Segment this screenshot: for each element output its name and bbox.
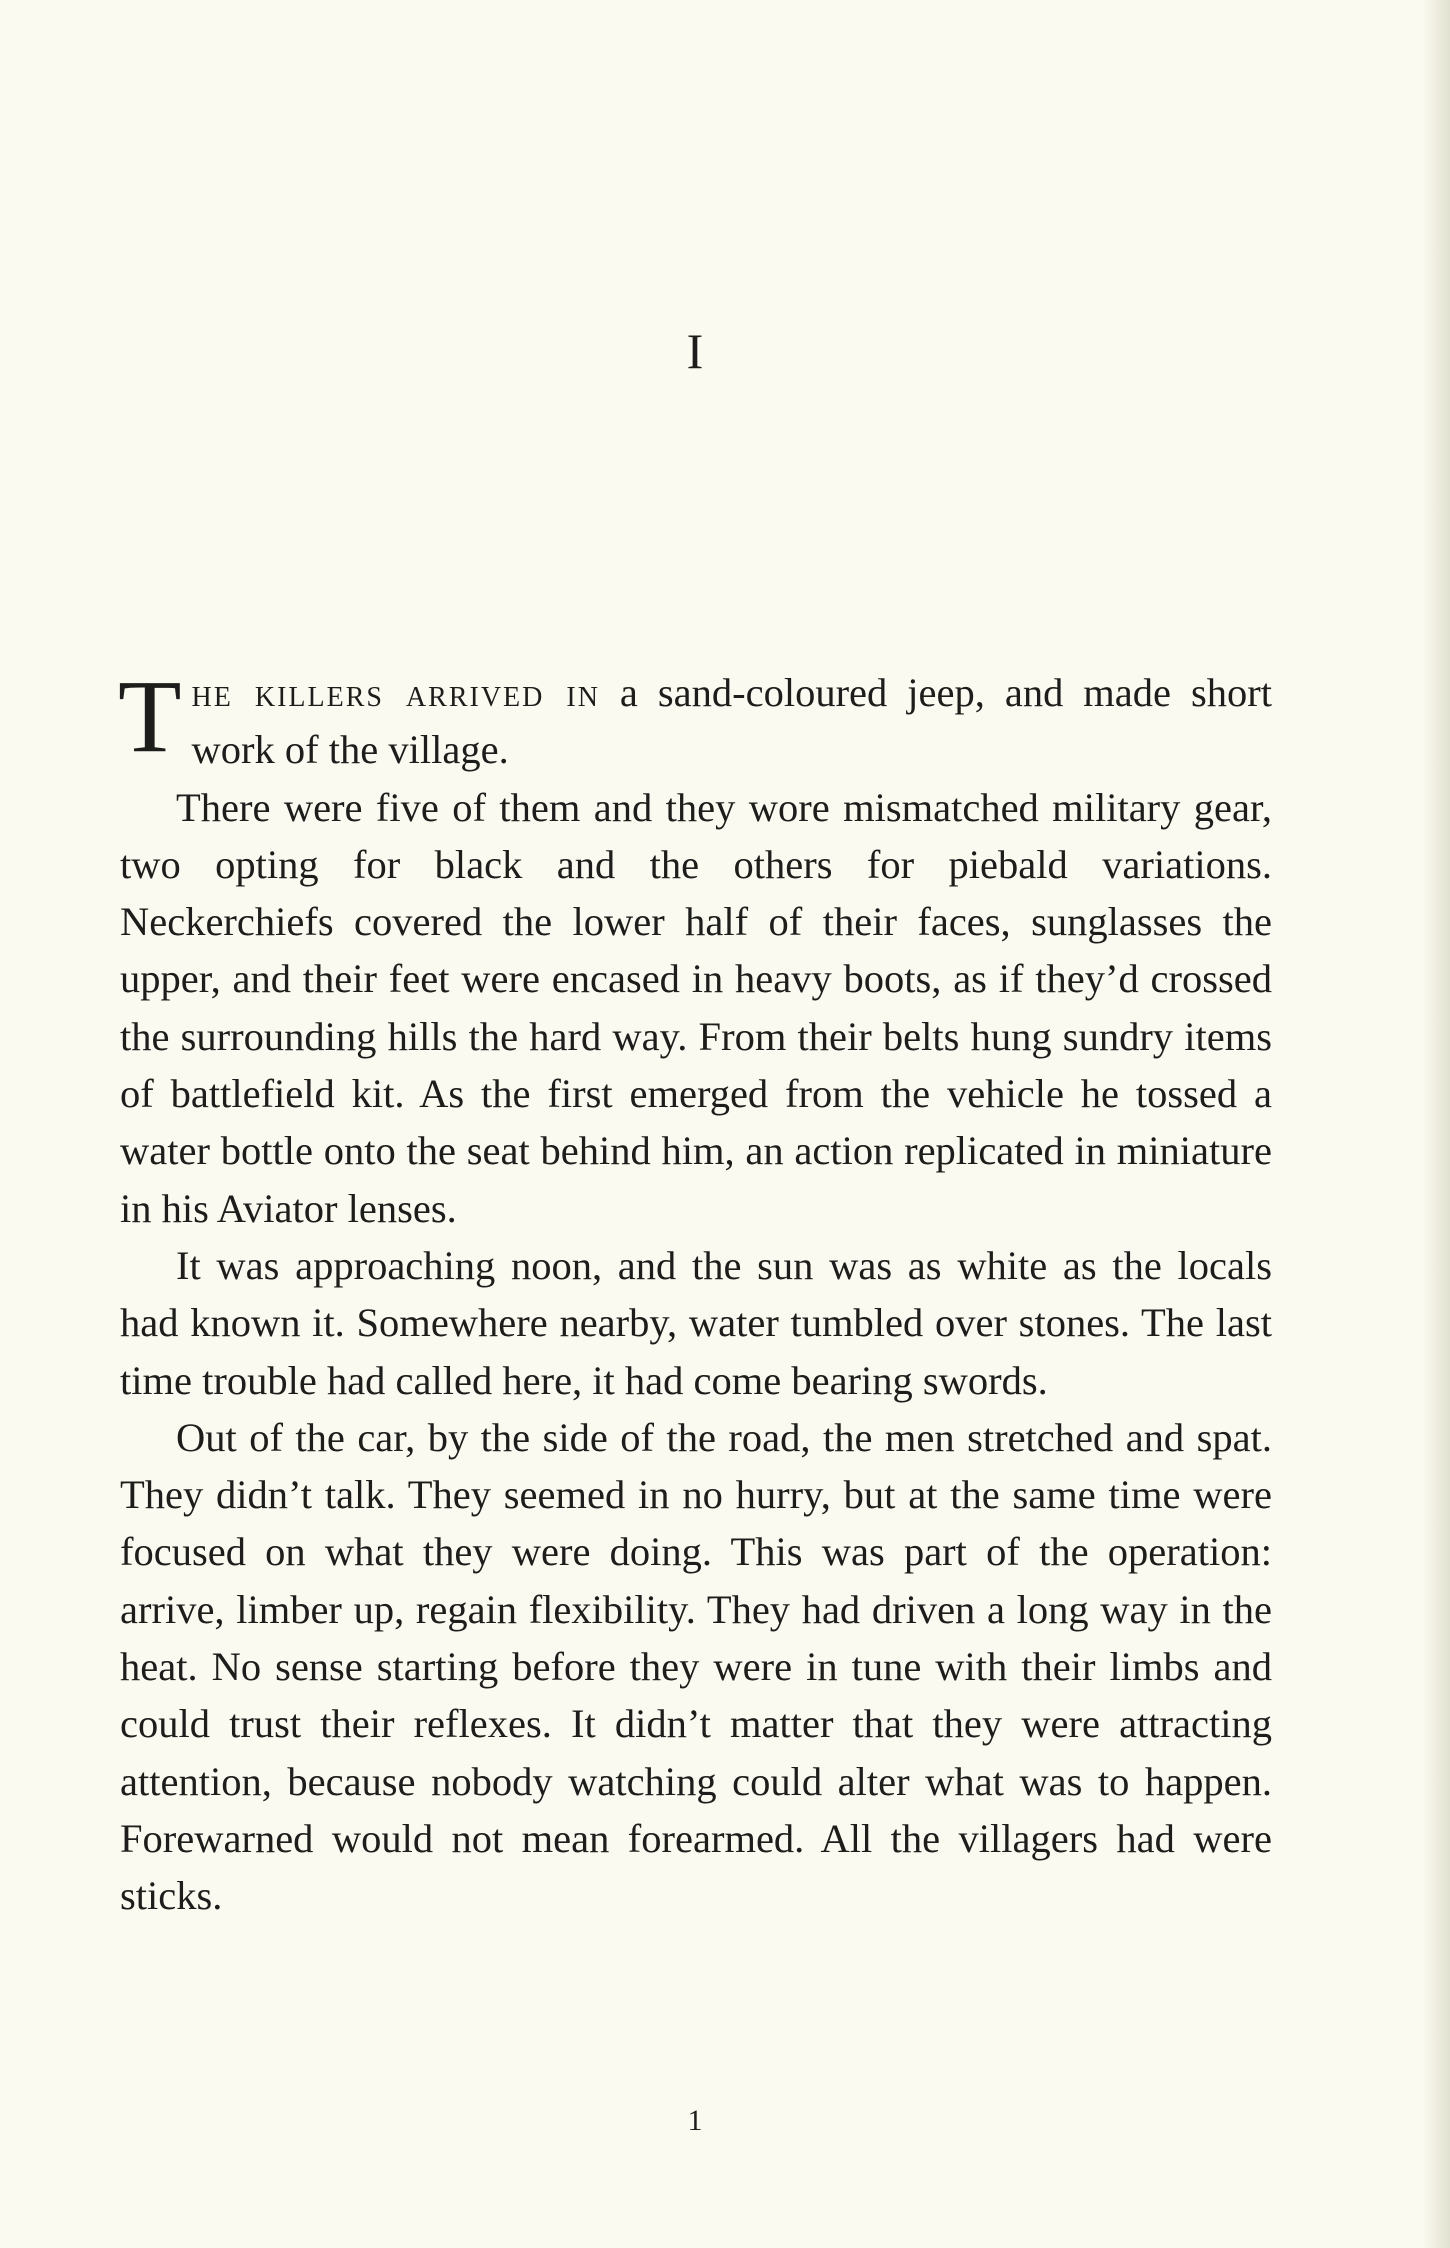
page-edge-shadow xyxy=(1422,0,1450,2248)
page-number: 1 xyxy=(687,2104,703,2137)
drop-cap: T xyxy=(118,659,182,774)
opening-small-caps: he killers arrived in xyxy=(191,670,600,715)
chapter-number: I xyxy=(686,323,704,379)
opening-paragraph xyxy=(118,659,1272,779)
opening-text: a sand-coloured jeep, and made short work of the village. xyxy=(191,670,1272,773)
paragraph: There were five of them and they wore mismatched military gear, two opting for black and the others for piebald variations. Neckerchiefs covered the lower half of their faces, sunglasses the upper, and their feet were encased in heavy boots, as if they’d crossed the surrounding hills the hard way. From their belts hung sundry items of battlefield kit. As the first emerged from the vehicle he tossed a water bottle onto the seat behind him, an action replicated in miniature in his Aviator lenses. xyxy=(120,784,1272,1231)
body-text xyxy=(118,659,1272,1925)
paragraph: It was approaching noon, and the sun was as white as the locals had known it. Somewhere nearby, water tumbled over stones. The last time trouble had called here, it had come bearing swords. xyxy=(120,1242,1272,1403)
paragraph: Out of the car, by the side of the road, the men stretched and spat. They didn’t talk. They seemed in no hurry, but at the same time were focused on what they were doing. This was part of the operation: arrive, limber up, regain flexibility. They had driven a long way in the heat. No sense starting before they were in tune with their limbs and could trust their reflexes. It didn’t matter that they were attracting attention, because nobody watching could alter what was to happen. Forewarned would not mean forearmed. All the villagers had were sticks. xyxy=(120,1414,1272,1919)
